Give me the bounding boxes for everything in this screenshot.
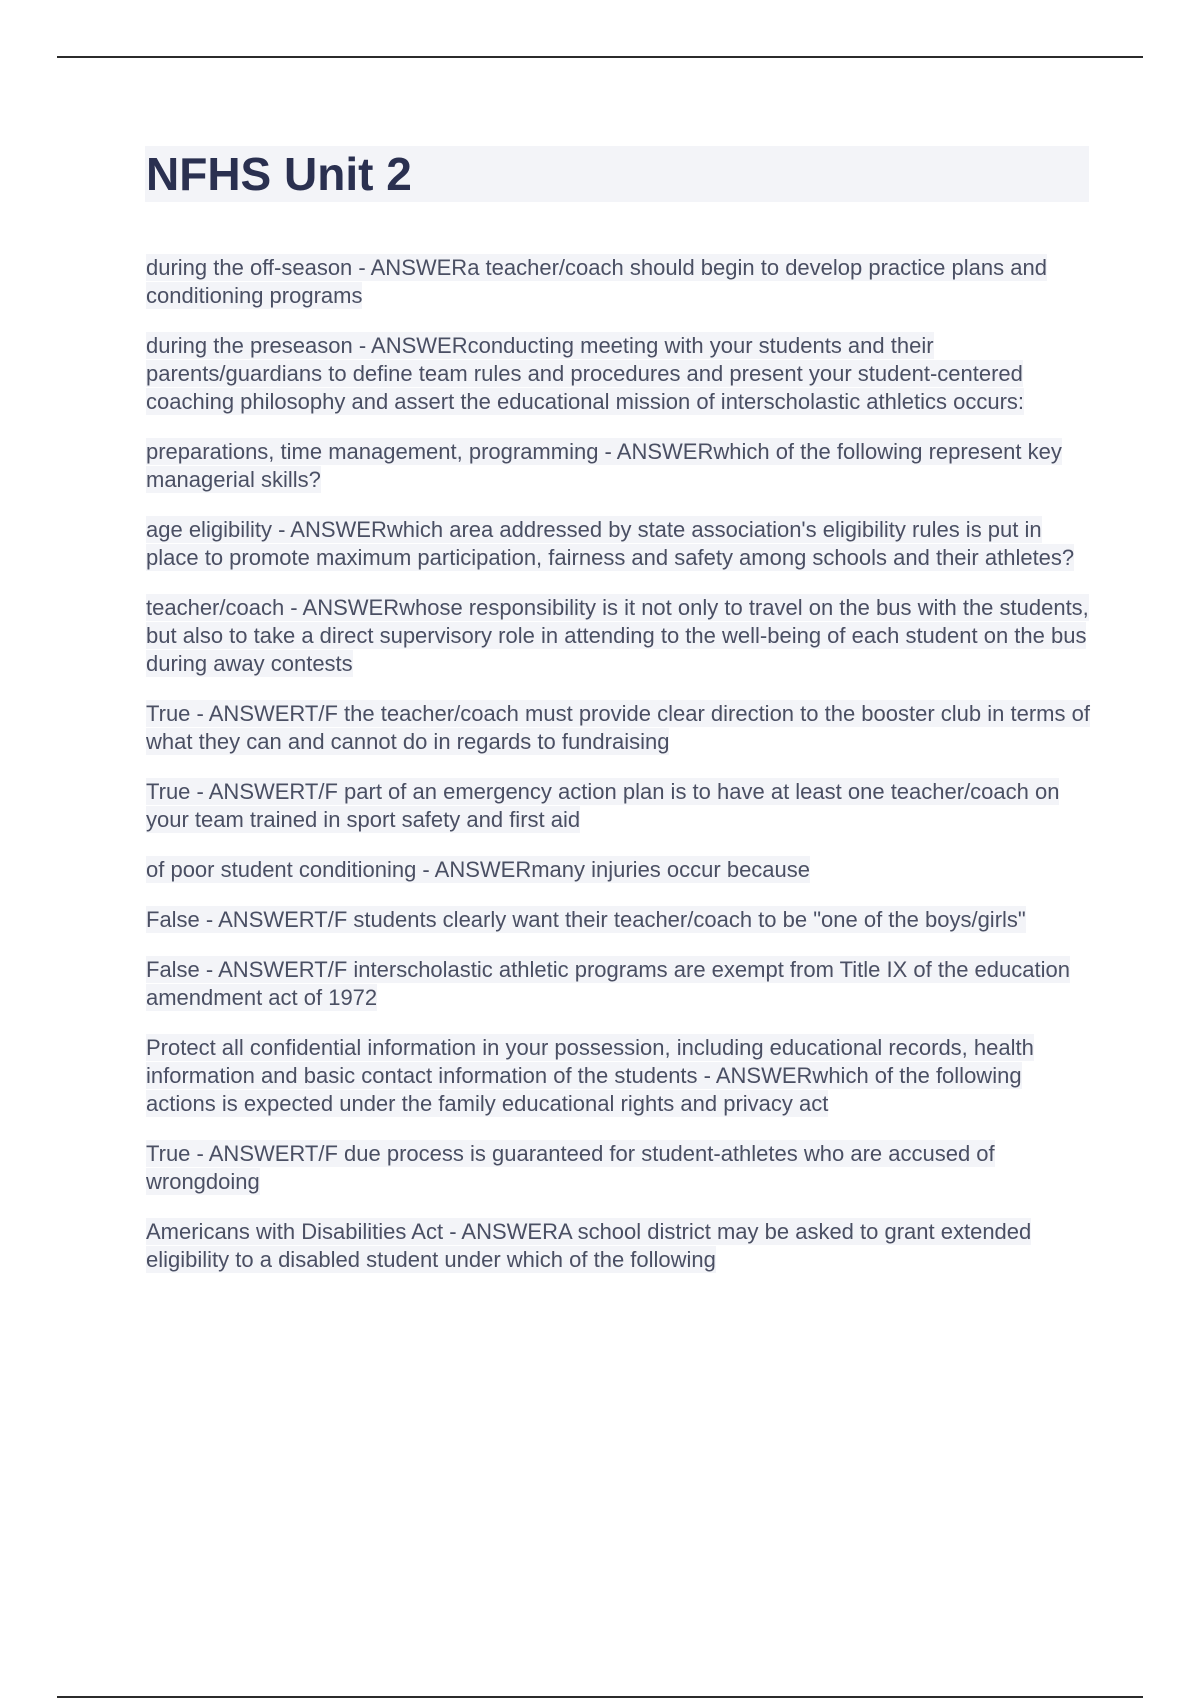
qa-item-text: Protect all confidential information in your possession, including educational records, health information and basic contact information of the students - ANSWERwhich of the following actions is expected under the family educational rights and privacy act [146,1035,1034,1116]
qa-item-text: during the off-season - ANSWERa teacher/coach should begin to develop practice plans and conditioning programs [146,255,1047,308]
qa-item-text: True - ANSWERT/F part of an emergency action plan is to have at least one teacher/coach on your team trained in sport safety and first aid [146,779,1060,832]
qa-item-text: age eligibility - ANSWERwhich area addressed by state association's eligibility rules is put in place to promote maximum participation, fairness and safety among schools and their athletes? [146,517,1075,570]
qa-item-text: Americans with Disabilities Act - ANSWERA school district may be asked to grant extended eligibility to a disabled student under which of the following [146,1219,1032,1272]
qa-item-text: False - ANSWERT/F interscholastic athletic programs are exempt from Title IX of the education amendment act of 1972 [146,957,1070,1010]
qa-item-text: preparations, time management, programming - ANSWERwhich of the following represent key managerial skills? [146,439,1062,492]
bottom-rule [57,1696,1143,1698]
qa-item-text: teacher/coach - ANSWERwhose responsibility is it not only to travel on the bus with the students, but also to take a direct supervisory role in attending to the well-being of each student on the bus during away contests [146,595,1089,676]
qa-item-text: True - ANSWERT/F due process is guaranteed for student-athletes who are accused of wrongdoing [146,1141,995,1194]
qa-item [146,778,1091,834]
qa-item-text: during the preseason - ANSWERconducting meeting with your students and their parents/guardians to define team rules and procedures and present your student-centered coaching philosophy and assert the educational mission of interscholastic athletics occurs: [146,333,1025,414]
qa-list [146,254,1091,1296]
qa-item-text: True - ANSWERT/F the teacher/coach must provide clear direction to the booster club in terms of what they can and cannot do in regards to fundraising [146,701,1090,754]
qa-item [146,1034,1091,1118]
qa-item [146,856,1091,884]
qa-item [146,956,1091,1012]
qa-item-text: of poor student conditioning - ANSWERmany injuries occur because [146,857,811,882]
qa-item [146,1218,1091,1274]
qa-item [146,906,1091,934]
qa-item [146,438,1091,494]
qa-item [146,254,1091,310]
qa-item [146,700,1091,756]
qa-item-text: False - ANSWERT/F students clearly want their teacher/coach to be "one of the boys/girls" [146,907,1026,932]
page-title: NFHS Unit 2 [146,148,412,200]
top-rule [57,56,1143,58]
qa-item [146,516,1091,572]
qa-item [146,1140,1091,1196]
qa-item [146,594,1091,678]
qa-item [146,332,1091,416]
